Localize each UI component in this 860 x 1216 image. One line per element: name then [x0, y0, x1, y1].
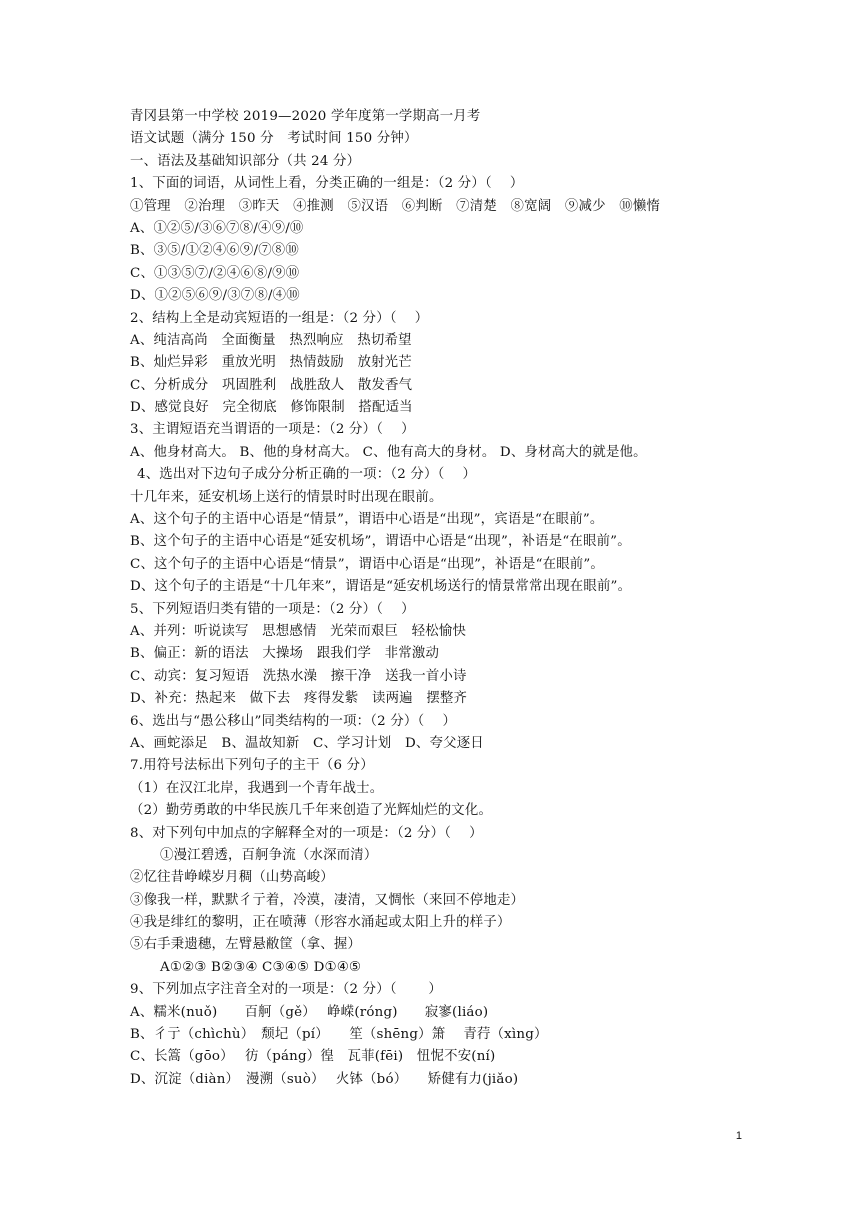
question-4-option-b: B、这个句子的主语中心语是“延安机场”，谓语中心语是“出现”，补语是“在眼前”。 [130, 534, 631, 550]
question-2-option-b: B、灿烂异彩 重放光明 热情鼓励 放射光芒 [130, 355, 412, 371]
question-2: 2、结构上全是动宾短语的一组是：（2 分）（ ） [130, 310, 429, 326]
question-3-options: A、他身材高大。 B、他的身材高大。 C、他有高大的身材。 D、身材高大的就是他。 [130, 444, 647, 460]
question-8-options: A①②③ B②③④ C③④⑤ D①④⑤ [160, 959, 362, 975]
question-5-option-c: C、动宾：复习短语 洗热水澡 擦干净 送我一首小诗 [130, 668, 467, 684]
page-number: 1 [735, 1130, 742, 1142]
document-body [130, 106, 750, 1091]
question-4-option-a: A、这个句子的主语中心语是“情景”，谓语中心语是“出现”，宾语是“在眼前”。 [130, 512, 604, 528]
question-1-option-d: D、①②⑤⑥⑨/③⑦⑧/④⑩ [130, 288, 300, 304]
question-8: 8、对下列句中加点的字解释全对的一项是：（2 分）（ ） [130, 825, 483, 841]
question-4-option-d: D、这个句子的主语是“十几年来”，谓语是“延安机场送行的情景常常出现在眼前”。 [130, 579, 632, 595]
question-2-option-a: A、纯洁高尚 全面衡量 热烈响应 热切希望 [130, 332, 412, 348]
question-6: 6、选出与“愚公移山”同类结构的一项：（2 分）（ ） [130, 713, 457, 729]
question-1-option-a: A、①②⑤/③⑥⑦⑧/④⑨/⑩ [130, 220, 304, 236]
question-8-item-5: ⑤右手秉遗穗，左臂悬敝筐（拿、握） [130, 937, 362, 953]
question-8-item-3: ③像我一样，默默彳亍着，冷漠，凄清，又惆怅（来回不停地走） [130, 892, 525, 908]
exam-title: 青冈县第一中学校 2019—2020 学年度第一学期高一月考 [130, 109, 481, 124]
question-9-option-d: D、沉淀（diàn） 漫溯（suò） 火钵（bó） 矫健有力(jiǎo) [130, 1071, 519, 1087]
question-9-option-a: A、糯米(nuǒ) 百舸（gě） 峥嵘(róng) 寂寥(liáo) [130, 1004, 489, 1020]
question-6-options: A、画蛇添足 B、温故知新 C、学习计划 D、夸父逐日 [130, 735, 484, 751]
question-7-sentence-2: （2）勤劳勇敢的中华民族几千年来创造了光辉灿烂的文化。 [130, 803, 493, 819]
question-5-option-d: D、补充：热起来 做下去 疼得发紫 读两遍 摆整齐 [130, 691, 468, 707]
question-8-item-1: ①漫江碧透，百舸争流（水深而清） [160, 847, 378, 863]
question-5: 5、下列短语归类有错的一项是：（2 分）（ ） [130, 601, 415, 617]
question-4-option-c: C、这个句子的主语中心语是“情景”，谓语中心语是“出现”，补语是“在眼前”。 [130, 556, 605, 572]
question-7: 7.用符号法标出下列句子的主干（6 分） [130, 758, 374, 774]
question-1-option-b: B、③⑤/①②④⑥⑨/⑦⑧⑩ [130, 243, 299, 259]
question-9: 9、下列加点字注音全对的一项是：（2 分）（ ） [130, 982, 442, 998]
question-8-item-2: ②忆往昔峥嵘岁月稠（山势高峻） [130, 870, 334, 886]
question-3: 3、主谓短语充当谓语的一项是：（2 分）（ ） [130, 422, 415, 438]
question-5-option-a: A、并列：听说读写 思想感情 光荣而艰巨 轻松愉快 [130, 623, 467, 639]
question-1-words: ①管理 ②治理 ③昨天 ④推测 ⑤汉语 ⑥判断 ⑦清楚 ⑧宽阔 ⑨减少 ⑩懒惰 [130, 198, 661, 214]
question-5-option-b: B、偏正：新的语法 大操场 跟我们学 非常激动 [130, 646, 440, 662]
question-4-sentence: 十几年来，延安机场上送行的情景时时出现在眼前。 [130, 489, 443, 505]
question-4: 4、选出对下边句子成分分析正确的一项：（2 分）（ ） [137, 467, 477, 483]
question-8-item-4: ④我是绯红的黎明，正在喷薄（形容水涌起或太阳上升的样子） [130, 915, 511, 931]
question-9-option-b: B、彳亍（chìchù） 颓圮（pí） 笙（shēng）箫 青荇（xìng） [130, 1027, 548, 1043]
question-2-option-c: C、分析成分 巩固胜利 战胜敌人 散发香气 [130, 377, 413, 393]
question-7-sentence-1: （1）在汉江北岸，我遇到一个青年战士。 [130, 780, 384, 796]
question-1: 1、下面的词语，从词性上看，分类正确的一组是：（2 分）（ ） [130, 176, 524, 192]
question-1-option-c: C、①③⑤⑦/②④⑥⑧/⑨⑩ [130, 265, 300, 281]
question-2-option-d: D、感觉良好 完全彻底 修饰限制 搭配适当 [130, 400, 413, 416]
question-9-option-c: C、长篙（gōo） 彷（páng）徨 瓦菲(fēi) 忸怩不安(ní) [130, 1049, 496, 1065]
exam-subtitle: 语文试题（满分 150 分 考试时间 150 分钟） [130, 131, 418, 147]
section-heading: 一、语法及基础知识部分（共 24 分） [130, 153, 361, 169]
